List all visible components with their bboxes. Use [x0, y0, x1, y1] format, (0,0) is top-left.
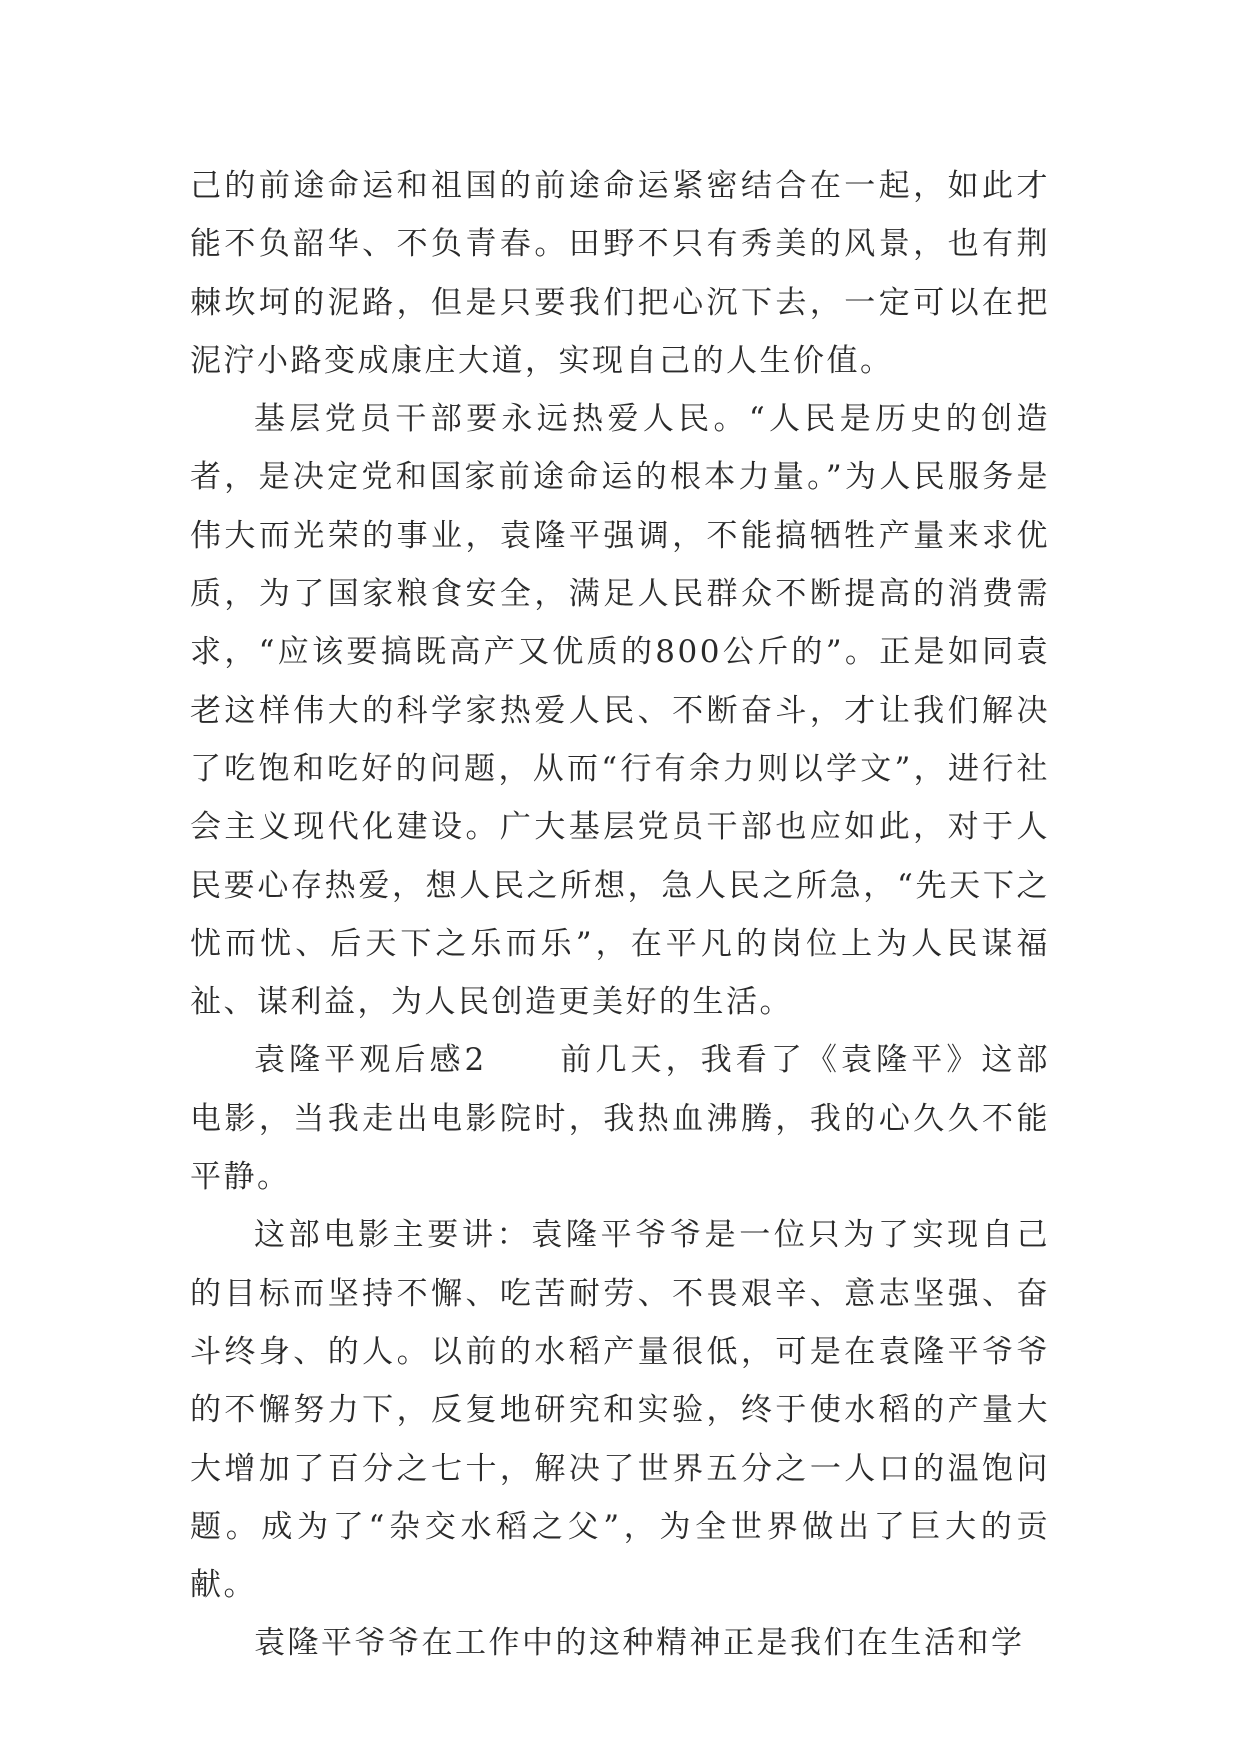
- paragraph-spirit-truncated: 袁隆平爷爷在工作中的这种精神正是我们在生活和学: [254, 1625, 1025, 1662]
- paragraph-movie-summary: 这部电影主要讲：袁隆平爷爷是一位只为了实现自己的目标而坚持不懈、吃苦耐劳、不畏艰辛、意志坚强、奋斗终身、的人。以前的水稻产量很低，可是在袁隆平爷爷的不懈努力下，反复地研究和实验，终于使水稻的产量大大增加了百分之七十，解决了世界五分之一人口的温饱问题。成为了“杂交水稻之父”，为全世界做出了巨大的贡献。: [190, 1217, 1050, 1604]
- paragraph-love-the-people: 基层党员干部要永远热爱人民。“人民是历史的创造者，是决定党和国家前途命运的根本力量。”为人民服务是伟大而光荣的事业，袁隆平强调，不能搞牺牲产量来求优质，为了国家粮食安全，满足人民群众不断提高的消费需求，“应该要搞既高产又优质的800公斤的”。正是如同袁老这样伟大的科学家热爱人民、不断奋斗，才让我们解决了吃饱和吃好的问题，从而“行有余力则以学文”，进行社会主义现代化建设。广大基层党员干部也应如此，对于人民要心存热爱，想人民之所想，急人民之所急，“先天下之忧而忧、后天下之乐而乐”，在平凡的岗位上为人民谋福祉、谋利益，为人民创造更美好的生活。: [190, 401, 1050, 1021]
- document-body: [190, 157, 1050, 1673]
- paragraph-review-2-intro: [190, 1031, 1050, 1206]
- paragraph-continuation: 己的前途命运和祖国的前途命运紧密结合在一起，如此才能不负韶华、不负青春。田野不只有秀美的风景，也有荆棘坎坷的泥路，但是只要我们把心沉下去，一定可以在把泥泞小路变成康庄大道，实现自己的人生价值。: [190, 168, 1050, 379]
- section-heading: 袁隆平观后感2: [254, 1042, 487, 1079]
- paragraph-review-2-text: 前几天，我看了《袁隆平》这部电影，当我走出电影院时，我热血沸腾，我的心久久不能平静。: [190, 1042, 1051, 1196]
